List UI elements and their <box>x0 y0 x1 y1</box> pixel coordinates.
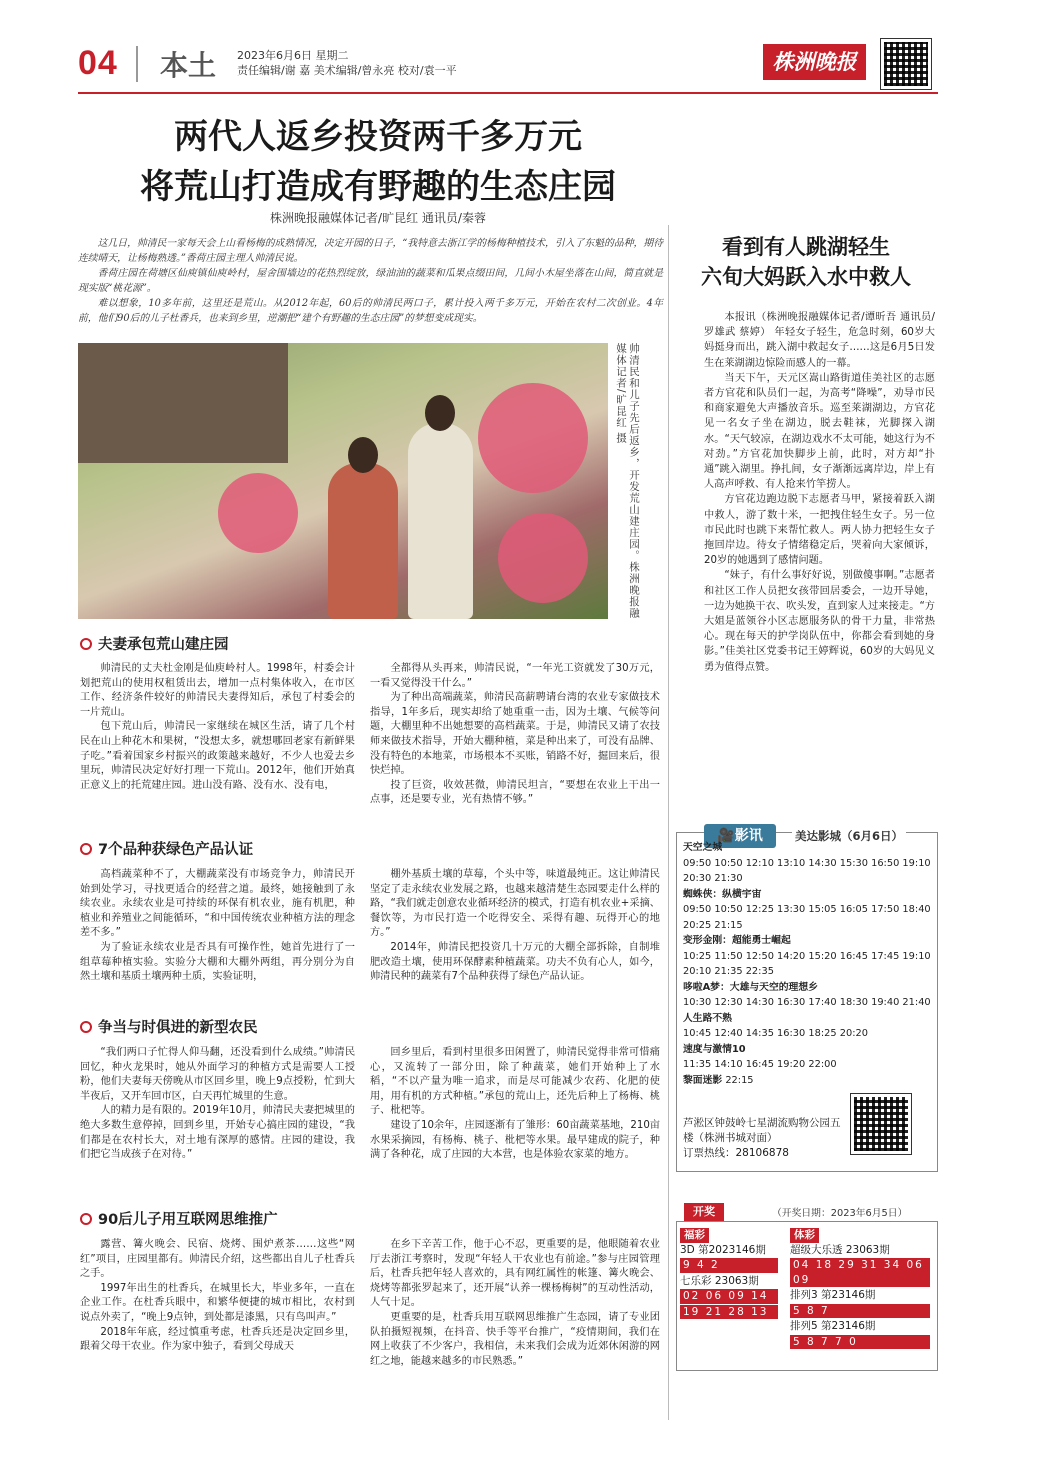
headline <box>78 112 678 212</box>
movie-title: 哆啦A梦：大雄与天空的理想乡 <box>683 981 818 993</box>
bullet-icon <box>80 1213 92 1225</box>
issue-date: 2023年6月6日 星期二 <box>237 49 349 62</box>
bullet-icon <box>80 638 92 650</box>
side-article-title <box>676 232 936 292</box>
cinema-address-block <box>683 1116 843 1161</box>
lead-paragraph: 香荷庄园在荷塘区仙庾镇仙庾岭村，屋舍围墙边的花热烈绽放，绿油油的蔬菜和瓜果点缀田间，几间小木屋坐落在山间，简直就是现实版“桃花源”。 <box>78 268 663 294</box>
showtimes: 22:15 <box>725 1074 754 1086</box>
paragraph: 为了种出高端蔬菜，帅清民高薪聘请台湾的农业专家做技术指导，1年多后，现实却给了她重重一击，因为土壤、气候等问题，大棚里种不出她想要的高档蔬菜。于是，帅清民又请了农技师来做技术指导，开始大棚种植，菜是种出来了，可没有品牌、没有特色的本地菜，市场根本不买账，销路不好，掘回来后，很快烂掉。 <box>370 692 660 777</box>
section-2-col-2 <box>370 868 660 985</box>
subhead-text: 争当与时俱进的新型农民 <box>98 1020 258 1036</box>
draw-name: 排列3 第23146期 <box>790 1289 876 1301</box>
showtimes: 09:50 10:50 12:10 13:10 14:30 15:30 16:50 19:10 20:30 21:30 <box>683 857 931 884</box>
headline-line-1: 两代人返乡投资两千多万元 <box>174 117 582 157</box>
section-2-col-1 <box>80 868 355 985</box>
fucai-column <box>680 1228 778 1320</box>
paragraph: “我们两口子忙得人仰马翻，还没看到什么成绩。”帅清民回忆，种火龙果时，她从外面学习的种植方式是需要人工授粉，他们夫妻每天傍晚从市区回乡里，晚上9点授粉，忙到大半夜后，又开车回市区，白天再忙城里的生意。 <box>80 1047 355 1102</box>
film-camera-icon: 🎥 <box>717 828 735 844</box>
movie-title: 速度与激情10 <box>683 1043 746 1055</box>
paragraph: 当天下午，天元区嵩山路街道佳美社区的志愿者方官花和队员们一起，为高考“降噪”，劝导市民和商家避免大声播放音乐。巡至莱湖湖边，方官花见一名女子坐在湖边，脱去鞋袜，光脚探入湖水。“天气较凉，在湖边戏水不太可能，她这行为不对劲。”方官花加快脚步上前，此时，对方却“扑通”跳入湖里。挣扎间，女子渐渐远离岸边，岸上有人高声呼救、有人抢来竹竿捞人。 <box>704 372 935 491</box>
paragraph: “妹子，有什么事好好说，别做傻事啊。”志愿者和社区工作人员把女孩带回居委会，一边开导她，一边为她换干衣、吹头发，直到家人过来接走。“方大姐是蓝领谷小区志愿服务队的骨干力量，非常热心。现在每天的护学岗队伍中，你都会看到她的身影。”佳美社区党委书记王婷辉说，60岁的大妈见义勇为值得点赞。 <box>704 570 935 673</box>
photo-person-mother <box>328 463 398 619</box>
paragraph: 本报讯（株洲晚报融媒体记者/谭昕吾 通讯员/罗雄武 蔡婷） 年轻女子轻生，危急时刻，60岁大妈挺身而出，跳入湖中救起女子……这是6月5日发生在莱湖湖边惊险而感人的一幕。 <box>704 312 935 369</box>
paragraph: 在乡下辛苦工作，他于心不忍，更重要的是，他眼随着农业厅去浙江考察时，发现“年轻人干农业也有前途。”参与庄园管理后，杜香兵把年轻人喜欢的，具有网红属性的帐篷、篝火晚会、烧烤等都张罗起来了，还开展“认养一棵杨梅树”的互动性活动，人气十足。 <box>370 1239 660 1309</box>
qr-code-icon <box>850 1093 912 1155</box>
draw-name: 超级大乐透 23063期 <box>790 1243 890 1256</box>
article-lead <box>78 236 663 326</box>
paragraph: 建设了10余年，庄园逐渐有了雏形：60亩蔬菜基地，210亩水果采摘园，有杨梅、桃子、枇杷等水果。最早建成的院子，种满了各种花，成了庄园的大本营，也是体验农家菜的地方。 <box>370 1119 660 1161</box>
fucai-label: 福彩 <box>680 1228 709 1243</box>
qr-code-icon <box>880 38 932 90</box>
paragraph: 为了验证永续农业是否具有可操作性，她首先进行了一组草莓种植实验。实验分大棚和大棚外两组，再分别分为自然土壤和基质土壤两种土质，实验证明， <box>80 941 355 983</box>
subhead <box>80 1208 278 1229</box>
paragraph: 帅清民的丈夫杜金刚是仙庾岭村人。1998年，村委会计划把荒山的使用权租赁出去，增加一点村集体收入，在市区工作、经济条件较好的帅清民夫妻得知后，承包了村委会的一片荒山。 <box>80 663 355 718</box>
paragraph: 包下荒山后，帅清民一家继续在城区生活，请了几个村民在山上种花木和果树，“没想太多，就想哪回老家有新鲜果子吃。”看着国家乡村振兴的政策越来越好，不少人也爱去乡里玩，帅清民决定好好打理一下荒山。2012年，他们开始真正意义上的托荒建庄园。进山没有路、没有水、没有电， <box>80 721 355 791</box>
paragraph: 投了巨资，收效甚微，帅清民坦言，“要想在农业上干出一点事，还是要专业，光有热情不够。” <box>370 779 660 806</box>
photo-flowers <box>498 513 588 603</box>
draw-numbers: 02 06 09 14 <box>680 1289 778 1304</box>
draw-numbers: 5 8 7 <box>790 1304 930 1319</box>
draw-numbers: 19 21 28 13 <box>680 1305 778 1320</box>
lead-paragraph: 这几日，帅清民一家每天会上山看杨梅的成熟情况，决定开园的日子，“我特意去浙江学的杨梅种植技术，引入了东魁的品种，期待连续晴天，让杨梅熟透。”香荷庄园主理人帅清民说。 <box>78 238 663 264</box>
draw-name: 3D 第2023146期 <box>680 1243 766 1256</box>
lottery-header: 开奖 <box>684 1203 724 1221</box>
paragraph: 露营、篝火晚会、民宿、烧烤、围炉煮茶……这些“网红”项目，庄园里都有。帅清民介绍，这些都出自儿子杜香兵之手。 <box>80 1239 355 1280</box>
section-3-col-1 <box>80 1046 355 1163</box>
section-4-col-1 <box>80 1238 355 1355</box>
paragraph: 1997年出生的杜香兵，在城里长大，毕业多年，一直在企业工作。在杜香兵眼中，和繁华便捷的城市相比，农村到说点外卖了，“晚上9点钟，到处都是漆黑，只有鸟叫声。” <box>80 1282 355 1323</box>
paragraph: 更重要的是，杜香兵用互联网思维推广生态园，请了专业团队拍摄短视频，在抖音、快手等平台推广，“疫情期间，我们在网上收获了不少客户，我相信，未来我们会成为近郊休闲游的网红之地，能越来越多的市民熟悉。” <box>370 1311 660 1367</box>
movie-title: 黎面迷影 <box>683 1074 723 1086</box>
subhead-text: 90后儿子用互联网思维推广 <box>98 1212 278 1228</box>
section-1-col-1 <box>80 662 355 793</box>
paragraph: 2018年年底，经过慎重考虑，杜香兵还是决定回乡里，跟着父母干农业。作为家中独子，看到父母成天 <box>80 1326 355 1353</box>
showtimes: 10:45 12:40 14:35 16:30 18:25 20:20 <box>683 1028 868 1039</box>
photo-head <box>425 395 455 431</box>
draw-numbers: 9 4 2 <box>680 1258 778 1273</box>
newspaper-logo: 株洲晚报 <box>763 44 866 80</box>
movie-list <box>683 840 931 1088</box>
ticai-label: 体彩 <box>790 1228 819 1243</box>
ticai-column <box>790 1228 930 1350</box>
photo-person-son <box>408 423 473 619</box>
section-4-col-2 <box>370 1238 660 1369</box>
subhead <box>80 633 229 654</box>
draw-numbers: 04 18 29 31 34 06 09 <box>790 1258 930 1287</box>
header-divider <box>136 46 138 82</box>
side-title-line-2: 六旬大妈跃入水中救人 <box>701 264 911 289</box>
movie-title: 变形金刚：超能勇士崛起 <box>683 935 791 946</box>
movie-title: 蜘蛛侠：纵横宇宙 <box>683 888 762 900</box>
movie-title: 天空之城 <box>683 842 723 853</box>
subhead <box>80 838 253 859</box>
side-article-body <box>704 310 935 675</box>
draw-numbers: 5 8 7 7 0 <box>790 1335 930 1350</box>
subhead-text: 7个品种获绿色产品认证 <box>98 842 254 858</box>
column-divider <box>668 225 669 1420</box>
paragraph: 方官花边跑边脱下志愿者马甲，紧接着跃入湖中救人，游了数十米，一把拽住轻生女子。另一位市民此时也跳下来帮忙救人。两人协力把轻生女子拖回岸边。待女子情绪稳定后，哭着向大家倾诉，20岁的她遇到了感情问题。 <box>704 494 935 567</box>
photo-building <box>78 343 288 463</box>
bullet-icon <box>80 843 92 855</box>
paragraph: 高档蔬菜种不了，大棚蔬菜没有市场竞争力，帅清民开始到处学习，寻找更适合的经营之道。最终，她接触到了永续农业。永续农业是可持续的环保有机农业，施有机肥，种植业和养殖业之间能循环，“和中国传统农业种植方法的理念差不多。” <box>80 869 355 939</box>
photo-flowers <box>218 473 298 553</box>
editors-line: 责任编辑/谢 嘉 美术编辑/曾永亮 校对/袁一平 <box>237 64 457 77</box>
photo-flowers <box>478 383 588 493</box>
cinema-name: 美达影城（6月6日） <box>792 828 906 844</box>
cinema-address: 芦淞区钟鼓岭七星湖流购物公园五楼（株洲书城对面） <box>683 1117 841 1144</box>
subhead <box>80 1016 258 1037</box>
lottery-date: （开奖日期：2023年6月5日） <box>772 1208 908 1219</box>
paragraph: 人的精力是有限的。2019年10月，帅清民夫妻把城里的绝大多数生意停掉，回到乡里，开始专心搞庄园的建设，“我们都是在农村长大，对土地有深厚的感情。庄园的建设，我们把它当成孩子在对待。” <box>80 1105 355 1161</box>
section-3-col-2 <box>370 1046 660 1163</box>
paragraph: 2014年，帅清民把投资几十万元的大棚全部拆除，自制堆肥改造土壤，使用环保酵素种植蔬菜。功夫不负有心人，如今，帅清民种的蔬菜有7个品种获得了绿色产品认证。 <box>370 941 660 983</box>
showtimes: 11:35 14:10 16:45 19:20 22:00 <box>683 1059 837 1070</box>
draw-name: 七乐彩 23063期 <box>680 1274 759 1287</box>
movie-badge-label: 影讯 <box>734 828 763 844</box>
section-name: 本土 <box>160 49 217 82</box>
bullet-icon <box>80 1021 92 1033</box>
photo-caption: 帅清民和儿子先后返乡，开发荒山建庄园。株洲晚报融媒体记者/旷昆红 摄 <box>615 343 640 619</box>
side-title-line-1: 看到有人跳湖轻生 <box>722 234 890 259</box>
cinema-hotline: 订票热线：28106878 <box>683 1147 789 1159</box>
byline: 株洲晚报融媒体记者/旷昆红 通讯员/秦蓉 <box>270 211 486 225</box>
subhead-text: 夫妻承包荒山建庄园 <box>98 637 229 653</box>
paragraph: 全都得从头再来，帅清民说，“一年光工资就发了30万元，一看又觉得没干什么。” <box>370 663 660 689</box>
header-info <box>237 48 457 78</box>
paragraph: 回乡里后，看到村里很多田闲置了，帅清民觉得非常可惜痛心，又流转了一部分田，除了种蔬菜，她们开始种上了水稻，“不以产量为唯一追求，而是尽可能减少农药、化肥的使用，用有机的方式种植。”承包的荒山上，还先后种上了杨梅、桃子、枇杷等。 <box>370 1047 660 1117</box>
header-rule <box>78 92 938 94</box>
photo-head <box>348 437 378 473</box>
showtimes: 10:25 11:50 12:50 14:20 15:20 16:45 17:45 19:10 20:10 21:35 22:35 <box>683 950 931 977</box>
showtimes: 09:50 10:50 12:25 13:30 15:05 16:05 17:50 18:40 20:25 21:15 <box>683 904 931 931</box>
headline-line-2: 将荒山打造成有野趣的生态庄园 <box>140 167 616 207</box>
article-photo <box>78 343 608 619</box>
movie-title: 人生路不熟 <box>683 1012 732 1024</box>
lead-paragraph: 难以想象，10多年前，这里还是荒山。从2012年起，60后的帅清民两口子，累计投入两千多万元，开始在农村二次创业。4年前，他们90后的儿子杜香兵，也来到乡里，逆潮把“建个有野趣的生态庄园”的梦想变成现实。 <box>78 298 663 324</box>
page-number: 04 <box>78 44 118 82</box>
section-1-col-2 <box>370 662 660 808</box>
paragraph: 棚外基质土壤的草莓，个头中等，味道最纯正。这让帅清民坚定了走永续农业发展之路，也越来越清楚生态园要走什么样的路，“我们就走创意农业循环经济的模式，打造有机农业+采摘、餐饮等，为市民打造一个吃得安全、采得有趣、玩得开心的地方。” <box>370 869 660 939</box>
draw-name: 排列5 第23146期 <box>790 1320 876 1332</box>
showtimes: 10:30 12:30 14:30 16:30 17:40 18:30 19:40 21:40 <box>683 997 931 1008</box>
